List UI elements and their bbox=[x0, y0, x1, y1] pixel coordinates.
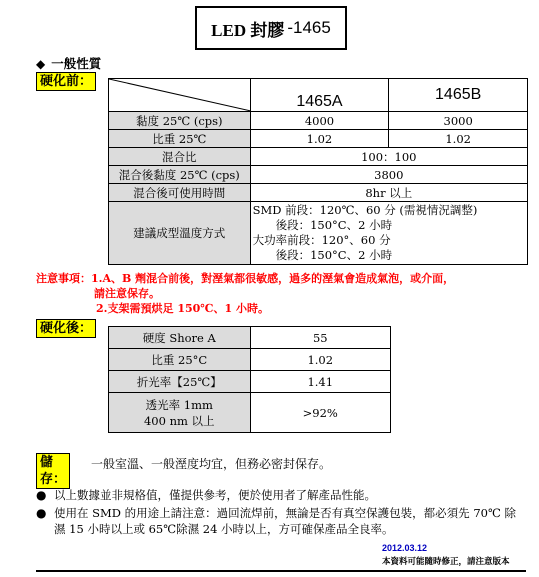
list-item bbox=[36, 505, 526, 537]
table-row bbox=[109, 393, 391, 433]
table-row bbox=[109, 166, 528, 184]
cell-value: 1.02 bbox=[250, 349, 390, 371]
row-label-line: 400 nm 以上 bbox=[143, 413, 215, 428]
list-item-text: 以上數據並非規格值，僅提供參考，便於使用者了解產品性能。 bbox=[54, 488, 376, 502]
row-label: 折光率【25℃】 bbox=[109, 371, 251, 393]
cell-value: 1.02 bbox=[250, 130, 389, 148]
note-line: 2.支架需預烘足 150℃、1 小時。 bbox=[96, 302, 269, 315]
cell-value: 55 bbox=[250, 327, 390, 349]
footer-note: 本資料可能隨時修正，請注意版本 bbox=[382, 557, 510, 567]
row-label: 比重 25°C bbox=[109, 349, 251, 371]
cell-value: 3800 bbox=[250, 166, 527, 184]
document-date: 2012.03.12 bbox=[382, 543, 428, 553]
cell-value: 4000 bbox=[250, 112, 389, 130]
list-item-text: 使用在 SMD 的用途上請注意：過回流焊前，無論是否有真空保護包裝，都必須先 70℃ 除濕 15 小時以上或 65℃除濕 24 小時以上，方可確保產品全良率。 bbox=[54, 506, 516, 536]
table-row bbox=[109, 130, 528, 148]
note-line: 請注意保存。 bbox=[94, 287, 160, 300]
bullet-list bbox=[36, 487, 526, 539]
row-label-line: 透光率 1mm bbox=[145, 397, 213, 412]
footer-divider bbox=[36, 570, 526, 572]
row-label: 混合後黏度 25℃ (cps) bbox=[109, 166, 251, 184]
storage-tag: 儲存： bbox=[36, 453, 70, 489]
cell-value: 100：100 bbox=[250, 148, 527, 166]
before-cure-table bbox=[108, 78, 528, 265]
caution-notes bbox=[36, 271, 454, 316]
row-label: 混合比 bbox=[109, 148, 251, 166]
col-header-a: 1465A bbox=[250, 79, 389, 112]
table-row bbox=[109, 148, 528, 166]
table-row bbox=[109, 327, 391, 349]
document-title bbox=[195, 6, 347, 50]
note-line: 注意事項：1.A、B 劑混合前後，對溼氣都很敏感，過多的溼氣會造成氣泡，或介面， bbox=[36, 272, 455, 285]
storage-text: 一般室溫、一般溼度均宜，但務必密封保存。 bbox=[91, 457, 332, 471]
cell-value: 1.02 bbox=[389, 130, 528, 148]
row-label: 硬度 Shore A bbox=[109, 327, 251, 349]
table-row bbox=[109, 184, 528, 202]
cure-schedule bbox=[250, 202, 527, 265]
cure-line: 大功率前段：120°、60 分 bbox=[252, 233, 391, 247]
table-row bbox=[109, 112, 528, 130]
bullet-icon: ● bbox=[36, 488, 47, 502]
bullet-icon: ● bbox=[36, 506, 47, 520]
before-cure-tag: 硬化前： bbox=[36, 72, 96, 91]
cure-line: 後段：150°C、2 小時 bbox=[252, 248, 393, 262]
after-cure-tag: 硬化後： bbox=[36, 319, 96, 338]
row-label: 混合後可使用時間 bbox=[109, 184, 251, 202]
section-heading-text: 一般性質 bbox=[51, 56, 102, 71]
cure-line: SMD 前段：120℃、60 分 (需視情況調整) bbox=[252, 203, 478, 217]
title-main: LED 封膠 bbox=[211, 20, 285, 40]
cell-value: 3000 bbox=[389, 112, 528, 130]
row-label: 黏度 25℃ (cps) bbox=[109, 112, 251, 130]
section-heading bbox=[36, 54, 101, 72]
after-cure-table bbox=[108, 326, 391, 433]
cell-value: >92% bbox=[250, 393, 390, 433]
diagonal-line bbox=[109, 79, 251, 111]
row-label: 建議成型溫度方式 bbox=[109, 202, 251, 265]
header-corner-cell bbox=[109, 79, 251, 112]
table-row bbox=[109, 202, 528, 265]
row-label bbox=[109, 393, 251, 433]
cure-line: 後段：150°C、2 小時 bbox=[252, 218, 393, 232]
diamond-icon: ◆ bbox=[36, 57, 46, 71]
cell-value: 8hr 以上 bbox=[250, 184, 527, 202]
row-label: 比重 25℃ bbox=[109, 130, 251, 148]
col-header-b: 1465B bbox=[389, 79, 528, 112]
cell-value: 1.41 bbox=[250, 371, 390, 393]
table-row bbox=[109, 349, 391, 371]
title-model: -1465 bbox=[287, 18, 331, 37]
table-row bbox=[109, 371, 391, 393]
list-item bbox=[36, 487, 526, 503]
